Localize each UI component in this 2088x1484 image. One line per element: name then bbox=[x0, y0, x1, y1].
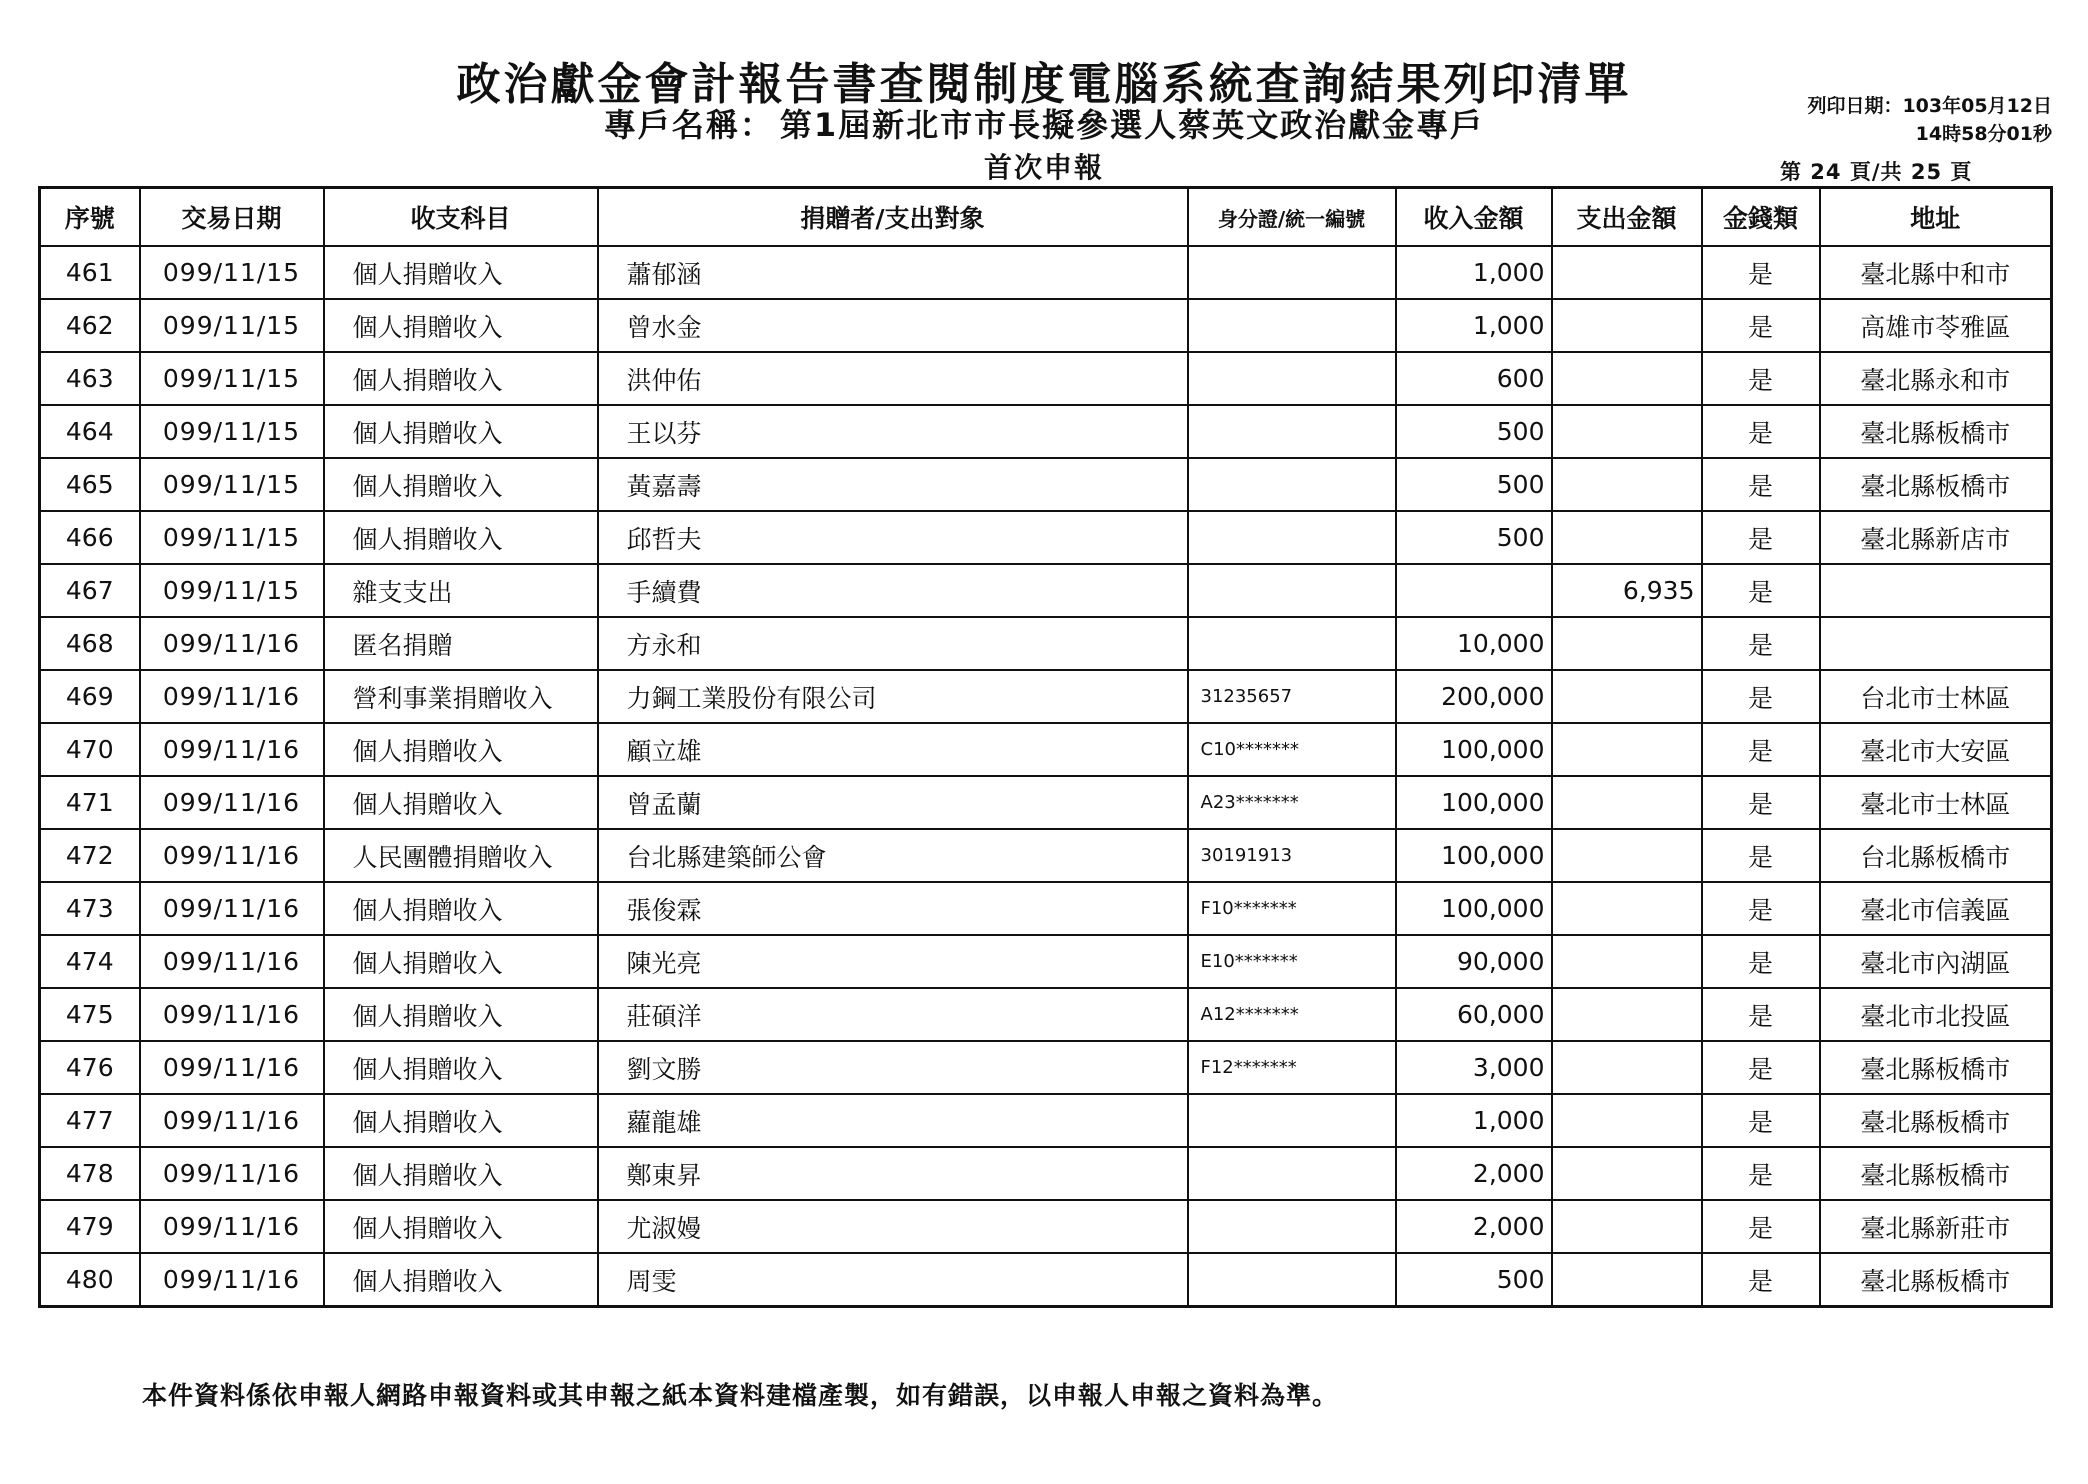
cell-category: 個人捐贈收入 bbox=[324, 511, 598, 564]
cell-seq: 467 bbox=[40, 564, 140, 617]
table-row bbox=[40, 405, 2052, 458]
table-row bbox=[40, 511, 2052, 564]
cell-address: 臺北縣板橋市 bbox=[1820, 1253, 2052, 1307]
cell-expense bbox=[1552, 829, 1702, 882]
table-row bbox=[40, 1253, 2052, 1307]
cell-id bbox=[1188, 564, 1396, 617]
table-row bbox=[40, 1200, 2052, 1253]
cell-address: 臺北縣永和市 bbox=[1820, 352, 2052, 405]
column-header-party: 捐贈者/支出對象 bbox=[598, 188, 1188, 247]
cell-party: 莊碩洋 bbox=[598, 988, 1188, 1041]
table-header-row bbox=[40, 188, 2052, 247]
cell-id: F10******* bbox=[1188, 882, 1396, 935]
cell-expense bbox=[1552, 617, 1702, 670]
cell-cash: 是 bbox=[1702, 299, 1820, 352]
cell-party: 劉文勝 bbox=[598, 1041, 1188, 1094]
cell-income: 2,000 bbox=[1396, 1200, 1552, 1253]
cell-category: 人民團體捐贈收入 bbox=[324, 829, 598, 882]
cell-cash: 是 bbox=[1702, 988, 1820, 1041]
disclaimer-note: 本件資料係依申報人網路申報資料或其申報之紙本資料建檔產製，如有錯誤，以申報人申報之資料為準。 bbox=[142, 1381, 1339, 1410]
table-row bbox=[40, 723, 2052, 776]
cell-expense bbox=[1552, 299, 1702, 352]
cell-address: 臺北縣板橋市 bbox=[1820, 1094, 2052, 1147]
account-label: 專戶名稱： bbox=[603, 106, 774, 144]
cell-category: 個人捐贈收入 bbox=[324, 1200, 598, 1253]
cell-id bbox=[1188, 299, 1396, 352]
cell-cash: 是 bbox=[1702, 1253, 1820, 1307]
cell-id bbox=[1188, 1147, 1396, 1200]
column-header-income: 收入金額 bbox=[1396, 188, 1552, 247]
cell-cash: 是 bbox=[1702, 246, 1820, 299]
cell-category: 個人捐贈收入 bbox=[324, 1253, 598, 1307]
cell-address: 臺北縣板橋市 bbox=[1820, 1147, 2052, 1200]
cell-seq: 472 bbox=[40, 829, 140, 882]
cell-cash: 是 bbox=[1702, 670, 1820, 723]
cell-address: 臺北縣中和市 bbox=[1820, 246, 2052, 299]
cell-id bbox=[1188, 617, 1396, 670]
cell-seq: 479 bbox=[40, 1200, 140, 1253]
cell-income: 100,000 bbox=[1396, 776, 1552, 829]
cell-id bbox=[1188, 352, 1396, 405]
table-row bbox=[40, 935, 2052, 988]
cell-id bbox=[1188, 458, 1396, 511]
column-header-expense: 支出金額 bbox=[1552, 188, 1702, 247]
cell-income: 500 bbox=[1396, 511, 1552, 564]
table-row bbox=[40, 617, 2052, 670]
cell-category: 個人捐贈收入 bbox=[324, 405, 598, 458]
cell-date: 099/11/16 bbox=[140, 829, 324, 882]
ledger-body bbox=[40, 246, 2052, 1307]
table-row bbox=[40, 829, 2052, 882]
page-indicator: 第 24 頁/共 25 頁 bbox=[1780, 160, 1973, 184]
cell-expense bbox=[1552, 405, 1702, 458]
cell-cash: 是 bbox=[1702, 723, 1820, 776]
cell-cash: 是 bbox=[1702, 458, 1820, 511]
cell-date: 099/11/16 bbox=[140, 617, 324, 670]
cell-seq: 461 bbox=[40, 246, 140, 299]
cell-cash: 是 bbox=[1702, 617, 1820, 670]
print-timestamp bbox=[1807, 92, 2052, 148]
cell-cash: 是 bbox=[1702, 776, 1820, 829]
cell-party: 周雯 bbox=[598, 1253, 1188, 1307]
cell-cash: 是 bbox=[1702, 882, 1820, 935]
cell-address: 臺北市信義區 bbox=[1820, 882, 2052, 935]
cell-cash: 是 bbox=[1702, 935, 1820, 988]
cell-cash: 是 bbox=[1702, 564, 1820, 617]
table-row bbox=[40, 1147, 2052, 1200]
cell-category: 個人捐贈收入 bbox=[324, 882, 598, 935]
cell-id: C10******* bbox=[1188, 723, 1396, 776]
cell-expense bbox=[1552, 670, 1702, 723]
account-name: 第1屆新北市市長擬參選人蔡英文政治獻金專戶 bbox=[779, 106, 1485, 144]
table-row bbox=[40, 988, 2052, 1041]
cell-id: 31235657 bbox=[1188, 670, 1396, 723]
cell-id: A23******* bbox=[1188, 776, 1396, 829]
table-row bbox=[40, 882, 2052, 935]
cell-address: 臺北縣新莊市 bbox=[1820, 1200, 2052, 1253]
cell-seq: 480 bbox=[40, 1253, 140, 1307]
cell-income: 2,000 bbox=[1396, 1147, 1552, 1200]
cell-party: 陳光亮 bbox=[598, 935, 1188, 988]
cell-date: 099/11/16 bbox=[140, 1253, 324, 1307]
cell-address: 臺北縣新店市 bbox=[1820, 511, 2052, 564]
cell-seq: 475 bbox=[40, 988, 140, 1041]
cell-income bbox=[1396, 564, 1552, 617]
table-row bbox=[40, 352, 2052, 405]
cell-cash: 是 bbox=[1702, 511, 1820, 564]
cell-income: 1,000 bbox=[1396, 1094, 1552, 1147]
cell-seq: 464 bbox=[40, 405, 140, 458]
table-row bbox=[40, 670, 2052, 723]
cell-party: 蕭郁涵 bbox=[598, 246, 1188, 299]
cell-category: 個人捐贈收入 bbox=[324, 935, 598, 988]
cell-id bbox=[1188, 1200, 1396, 1253]
cell-party: 曾水金 bbox=[598, 299, 1188, 352]
cell-cash: 是 bbox=[1702, 352, 1820, 405]
cell-expense bbox=[1552, 882, 1702, 935]
cell-income: 100,000 bbox=[1396, 829, 1552, 882]
cell-date: 099/11/16 bbox=[140, 1147, 324, 1200]
cell-income: 100,000 bbox=[1396, 882, 1552, 935]
cell-id bbox=[1188, 1253, 1396, 1307]
cell-seq: 469 bbox=[40, 670, 140, 723]
cell-category: 個人捐贈收入 bbox=[324, 246, 598, 299]
cell-party: 力鋼工業股份有限公司 bbox=[598, 670, 1188, 723]
cell-category: 個人捐贈收入 bbox=[324, 988, 598, 1041]
column-header-category: 收支科目 bbox=[324, 188, 598, 247]
report-title: 政治獻金會計報告書查閱制度電腦系統查詢結果列印清單 bbox=[456, 59, 1632, 110]
cell-date: 099/11/15 bbox=[140, 246, 324, 299]
cell-category: 個人捐贈收入 bbox=[324, 1147, 598, 1200]
cell-date: 099/11/16 bbox=[140, 1200, 324, 1253]
cell-party: 王以芬 bbox=[598, 405, 1188, 458]
table-row bbox=[40, 458, 2052, 511]
cell-party: 洪仲佑 bbox=[598, 352, 1188, 405]
cell-cash: 是 bbox=[1702, 1200, 1820, 1253]
cell-income: 3,000 bbox=[1396, 1041, 1552, 1094]
cell-address: 台北縣板橋市 bbox=[1820, 829, 2052, 882]
cell-expense bbox=[1552, 1094, 1702, 1147]
cell-income: 90,000 bbox=[1396, 935, 1552, 988]
cell-expense bbox=[1552, 1200, 1702, 1253]
cell-party: 方永和 bbox=[598, 617, 1188, 670]
cell-expense bbox=[1552, 511, 1702, 564]
cell-id bbox=[1188, 511, 1396, 564]
cell-cash: 是 bbox=[1702, 829, 1820, 882]
cell-date: 099/11/16 bbox=[140, 1041, 324, 1094]
cell-seq: 466 bbox=[40, 511, 140, 564]
cell-date: 099/11/15 bbox=[140, 299, 324, 352]
column-header-seq: 序號 bbox=[40, 188, 140, 247]
cell-party: 鄭東昇 bbox=[598, 1147, 1188, 1200]
table-row bbox=[40, 1041, 2052, 1094]
cell-income: 500 bbox=[1396, 405, 1552, 458]
cell-category: 個人捐贈收入 bbox=[324, 299, 598, 352]
cell-party: 手續費 bbox=[598, 564, 1188, 617]
cell-party: 尤淑嫚 bbox=[598, 1200, 1188, 1253]
column-header-id: 身分證/統一編號 bbox=[1188, 188, 1396, 247]
cell-date: 099/11/15 bbox=[140, 564, 324, 617]
ledger-table bbox=[38, 186, 2053, 1308]
cell-id bbox=[1188, 1094, 1396, 1147]
cell-income: 200,000 bbox=[1396, 670, 1552, 723]
cell-id: 30191913 bbox=[1188, 829, 1396, 882]
cell-expense bbox=[1552, 935, 1702, 988]
cell-income: 60,000 bbox=[1396, 988, 1552, 1041]
cell-expense bbox=[1552, 1253, 1702, 1307]
cell-income: 500 bbox=[1396, 1253, 1552, 1307]
report-type: 首次申報 bbox=[983, 151, 1104, 184]
cell-address: 臺北市內湖區 bbox=[1820, 935, 2052, 988]
cell-party: 台北縣建築師公會 bbox=[598, 829, 1188, 882]
cell-date: 099/11/16 bbox=[140, 988, 324, 1041]
cell-expense bbox=[1552, 988, 1702, 1041]
cell-category: 個人捐贈收入 bbox=[324, 1094, 598, 1147]
cell-id: F12******* bbox=[1188, 1041, 1396, 1094]
cell-cash: 是 bbox=[1702, 1094, 1820, 1147]
cell-seq: 465 bbox=[40, 458, 140, 511]
cell-seq: 463 bbox=[40, 352, 140, 405]
cell-date: 099/11/16 bbox=[140, 882, 324, 935]
cell-seq: 476 bbox=[40, 1041, 140, 1094]
print-time: 14時58分01秒 bbox=[1915, 123, 2052, 145]
table-row bbox=[40, 1094, 2052, 1147]
cell-date: 099/11/15 bbox=[140, 405, 324, 458]
cell-date: 099/11/16 bbox=[140, 1094, 324, 1147]
cell-seq: 468 bbox=[40, 617, 140, 670]
cell-address: 臺北縣板橋市 bbox=[1820, 405, 2052, 458]
column-header-date: 交易日期 bbox=[140, 188, 324, 247]
cell-date: 099/11/15 bbox=[140, 352, 324, 405]
cell-id bbox=[1188, 405, 1396, 458]
cell-address bbox=[1820, 617, 2052, 670]
cell-cash: 是 bbox=[1702, 1147, 1820, 1200]
cell-seq: 462 bbox=[40, 299, 140, 352]
cell-expense bbox=[1552, 723, 1702, 776]
cell-date: 099/11/16 bbox=[140, 670, 324, 723]
cell-date: 099/11/16 bbox=[140, 935, 324, 988]
cell-address: 高雄市苓雅區 bbox=[1820, 299, 2052, 352]
cell-party: 張俊霖 bbox=[598, 882, 1188, 935]
cell-cash: 是 bbox=[1702, 405, 1820, 458]
cell-cash: 是 bbox=[1702, 1041, 1820, 1094]
cell-address: 臺北市北投區 bbox=[1820, 988, 2052, 1041]
cell-seq: 471 bbox=[40, 776, 140, 829]
cell-address: 台北市士林區 bbox=[1820, 670, 2052, 723]
table-row bbox=[40, 299, 2052, 352]
cell-party: 蘿龍雄 bbox=[598, 1094, 1188, 1147]
cell-address: 臺北市大安區 bbox=[1820, 723, 2052, 776]
cell-date: 099/11/16 bbox=[140, 723, 324, 776]
cell-expense bbox=[1552, 776, 1702, 829]
cell-seq: 473 bbox=[40, 882, 140, 935]
account-line bbox=[0, 100, 2088, 146]
cell-seq: 477 bbox=[40, 1094, 140, 1147]
cell-income: 10,000 bbox=[1396, 617, 1552, 670]
cell-party: 黃嘉壽 bbox=[598, 458, 1188, 511]
cell-expense bbox=[1552, 1147, 1702, 1200]
table-row bbox=[40, 776, 2052, 829]
cell-address: 臺北縣板橋市 bbox=[1820, 458, 2052, 511]
cell-expense bbox=[1552, 458, 1702, 511]
cell-income: 1,000 bbox=[1396, 246, 1552, 299]
cell-category: 個人捐贈收入 bbox=[324, 1041, 598, 1094]
cell-category: 個人捐贈收入 bbox=[324, 458, 598, 511]
cell-category: 個人捐贈收入 bbox=[324, 776, 598, 829]
cell-party: 邱哲夫 bbox=[598, 511, 1188, 564]
cell-category: 營利事業捐贈收入 bbox=[324, 670, 598, 723]
table-row bbox=[40, 564, 2052, 617]
cell-seq: 474 bbox=[40, 935, 140, 988]
cell-income: 500 bbox=[1396, 458, 1552, 511]
cell-address: 臺北縣板橋市 bbox=[1820, 1041, 2052, 1094]
cell-id: E10******* bbox=[1188, 935, 1396, 988]
table-row bbox=[40, 246, 2052, 299]
cell-category: 個人捐贈收入 bbox=[324, 723, 598, 776]
cell-category: 匿名捐贈 bbox=[324, 617, 598, 670]
cell-expense bbox=[1552, 246, 1702, 299]
cell-id bbox=[1188, 246, 1396, 299]
cell-party: 曾孟蘭 bbox=[598, 776, 1188, 829]
cell-address bbox=[1820, 564, 2052, 617]
column-header-cash: 金錢類 bbox=[1702, 188, 1820, 247]
cell-category: 雜支支出 bbox=[324, 564, 598, 617]
cell-expense bbox=[1552, 352, 1702, 405]
cell-party: 顧立雄 bbox=[598, 723, 1188, 776]
cell-income: 100,000 bbox=[1396, 723, 1552, 776]
cell-id: A12******* bbox=[1188, 988, 1396, 1041]
cell-date: 099/11/16 bbox=[140, 776, 324, 829]
cell-date: 099/11/15 bbox=[140, 511, 324, 564]
cell-address: 臺北市士林區 bbox=[1820, 776, 2052, 829]
cell-seq: 470 bbox=[40, 723, 140, 776]
cell-expense bbox=[1552, 1041, 1702, 1094]
cell-date: 099/11/15 bbox=[140, 458, 324, 511]
cell-expense: 6,935 bbox=[1552, 564, 1702, 617]
cell-income: 600 bbox=[1396, 352, 1552, 405]
cell-seq: 478 bbox=[40, 1147, 140, 1200]
cell-income: 1,000 bbox=[1396, 299, 1552, 352]
print-date: 列印日期：103年05月12日 bbox=[1807, 95, 2052, 117]
column-header-address: 地址 bbox=[1820, 188, 2052, 247]
cell-category: 個人捐贈收入 bbox=[324, 352, 598, 405]
